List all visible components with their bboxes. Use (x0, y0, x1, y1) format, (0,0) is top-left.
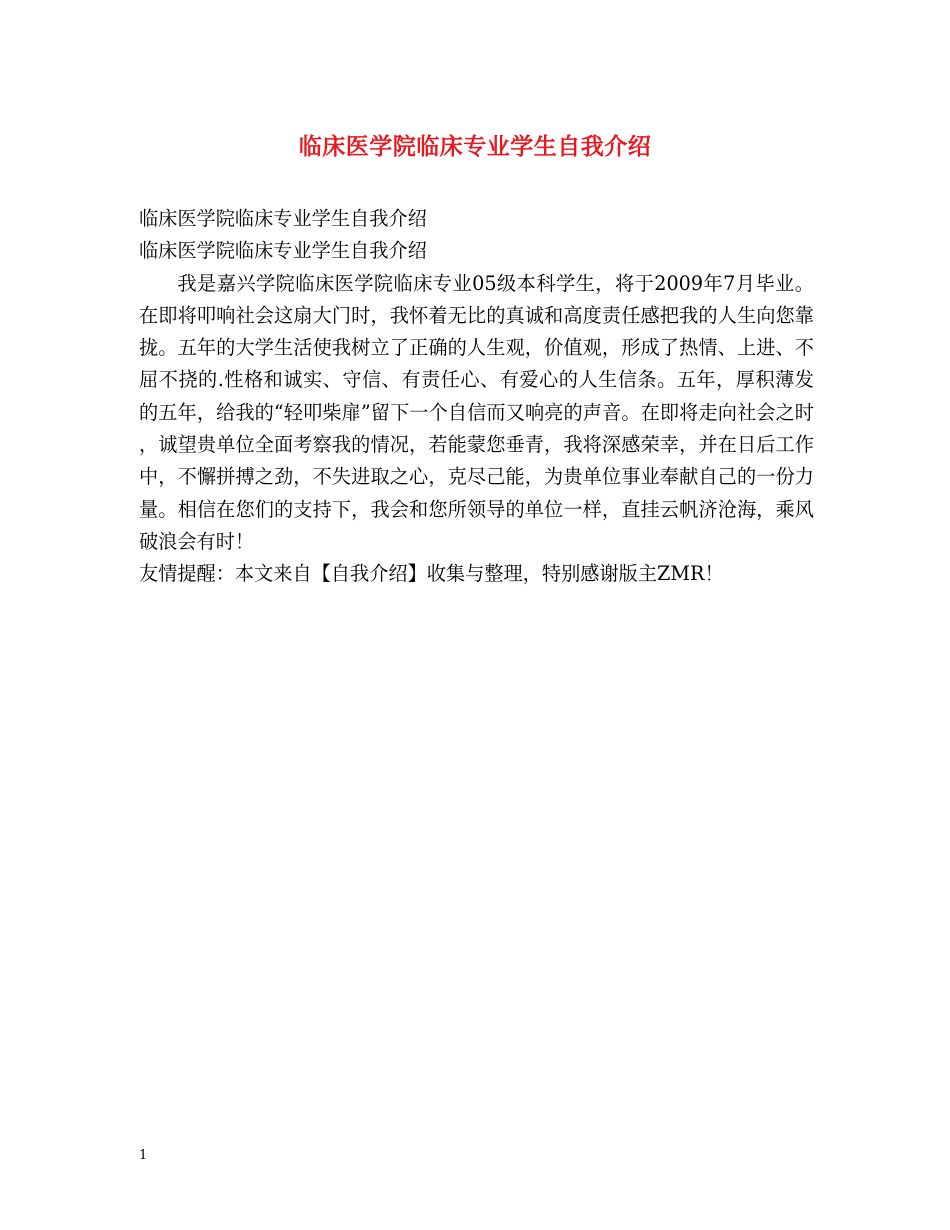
heading-line-2: 临床医学院临床专业学生自我介绍 (139, 239, 427, 263)
page-number: 1 (139, 1148, 148, 1163)
source-note: 友情提醒：本文来自【自我介绍】收集与整理，特别感谢版主ZMR！ (139, 562, 724, 586)
self-introduction-paragraph: 我是嘉兴学院临床医学院临床专业05级本科学生，将于2009年7月毕业。在即将叩响社会这扇大门时，我怀着无比的真诚和高度责任感把我的人生向您靠拢。五年的大学生活使我树立了正确的人生观，价值观，形成了热情、上进、不屈不挠的.性格和诚实、守信、有责任心、有爱心的人生信条。五年，厚积薄发的五年，给我的“轻叩柴扉”留下一个自信而又响亮的声音。在即将走向社会之时，诚望贵单位全面考察我的情况，若能蒙您垂青，我将深感荣幸，并在日后工作中，不懈拼搏之劲，不失进取之心，克尽己能，为贵单位事业奉献自己的一份力量。相信在您们的支持下，我会和您所领导的单位一样，直挂云帆济沧海，乘风破浪会有时！ (139, 271, 814, 553)
heading-line-1: 临床医学院临床专业学生自我介绍 (139, 207, 427, 230)
document-title: 临床医学院临床专业学生自我介绍 (298, 133, 652, 160)
document-body (139, 203, 814, 591)
